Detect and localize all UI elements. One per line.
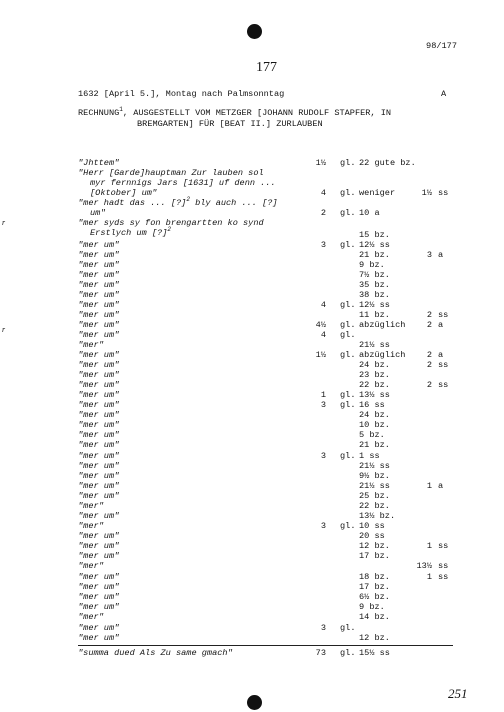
entry-c4: 2 [426,360,432,370]
title-text-pre: RECHNUNG [78,108,120,118]
entry-text: "mer um" [78,471,120,481]
binding-hole-bottom [247,695,262,710]
entry-text: "mer um" [78,330,120,340]
entry-c2: gl. [340,188,356,198]
entry-c3: 12 bz. [359,633,390,643]
entry-c5: a [438,320,444,330]
document-title [78,108,391,118]
entry-c5: ss [438,360,449,370]
entry-c5: ss [438,541,449,551]
entry-text: myr fernnigs Jars [1631] uf denn ... [90,178,276,188]
entry-c3: 21 bz. [359,440,390,450]
entry-c3: 24 bz. [359,360,390,370]
entry-text: "mer um" [78,541,120,551]
entry-c3: 6½ bz. [359,592,390,602]
entry-text: "mer um" [78,290,120,300]
entry-c2: gl. [340,330,356,340]
entry-c3: 12 bz. [359,541,390,551]
margin-mark: r [2,218,6,227]
entry-text: "mer um" [78,592,120,602]
entry-text: "mer um" [78,511,120,521]
entry-c5: a [438,481,444,491]
entry-c4: 2 [426,380,432,390]
total-rule [78,645,453,646]
document-title-line2: BREMGARTEN] FÜR [BEAT II.] ZURLAUBEN [137,119,323,129]
entry-c5: a [438,350,444,360]
entry-c2: gl. [340,400,356,410]
entry-text: "mer hadt das ... [?]$^2$ bly auch ... [?] [78,196,278,208]
entry-c4: 13½ [416,561,432,571]
entry-text: "mer um" [78,420,120,430]
entry-c1: 1½ [315,158,326,168]
entry-text: "mer um" [78,240,120,250]
entry-c1: 3 [320,400,326,410]
entry-text: "mer um" [78,430,120,440]
entry-c5: ss [438,380,449,390]
binding-hole-top [247,24,262,39]
entry-c3: 17 bz. [359,551,390,561]
total-unit: gl. [340,648,356,658]
entry-c3: 22 bz. [359,501,390,511]
entry-c3: 21½ ss [359,481,390,491]
entry-c1: 4 [320,300,326,310]
entry-c4: 2 [426,320,432,330]
entry-c5: ss [438,188,449,198]
entry-c1: 3 [320,240,326,250]
entry-text: "mer um" [78,300,120,310]
entry-c3: 9 bz. [359,602,385,612]
entry-c3: 10 a [359,208,380,218]
entry-text: "mer um" [78,440,120,450]
entry-c4: 3 [426,250,432,260]
entry-c3: 18 bz. [359,572,390,582]
entry-c1: 1 [320,390,326,400]
entry-c3: 5 bz. [359,430,385,440]
entry-text: "mer um" [78,400,120,410]
entry-text: "mer syds sy fon brengartten ko synd [78,218,264,228]
entry-c3: 16 ss [359,400,385,410]
total-amount: 15½ ss [359,648,390,658]
entry-text: "mer um" [78,451,120,461]
total-gulden: 73 [315,648,326,658]
entry-c1: 4 [320,188,326,198]
entry-c5: ss [438,572,449,582]
entry-text: "Jhttem" [78,158,120,168]
entry-c3: 21 bz. [359,250,390,260]
entry-c4: 2 [426,350,432,360]
entry-text: "mer um" [78,531,120,541]
entry-c5: a [438,250,444,260]
entry-c3: 22 bz. [359,380,390,390]
entry-c3: 9 bz. [359,260,385,270]
entry-c3: 10 ss [359,521,385,531]
document-marker: A [441,89,447,99]
entry-c2: gl. [340,320,356,330]
entry-c3: 14 bz. [359,612,390,622]
entry-c3: 35 bz. [359,280,390,290]
entry-text: "mer" [78,340,104,350]
entry-c1: 4½ [315,320,326,330]
entry-text: Erstlych um [?]$^2$ [90,226,171,238]
entry-c2: gl. [340,623,356,633]
entry-c3: 1 ss [359,451,380,461]
page-number: 177 [256,60,277,75]
entry-text: "mer um" [78,410,120,420]
entry-c3: 11 bz. [359,310,390,320]
entry-c1: 2 [320,208,326,218]
entry-text: "mer um" [78,633,120,643]
entry-c2: gl. [340,158,356,168]
entry-c3: abzüglich [359,350,406,360]
entry-text: "mer um" [78,260,120,270]
entry-text: "mer um" [78,602,120,612]
entry-c1: 3 [320,521,326,531]
entry-c3: 21½ ss [359,340,390,350]
entry-c2: gl. [340,390,356,400]
entry-c3: 24 bz. [359,410,390,420]
entry-c3: 25 bz. [359,491,390,501]
entry-text: "mer" [78,561,104,571]
entry-text: "mer um" [78,360,120,370]
entry-text: "mer um" [78,280,120,290]
entry-c2: gl. [340,300,356,310]
entry-c3: 12½ ss [359,300,390,310]
entry-text: "mer um" [78,390,120,400]
entry-c1: 4 [320,330,326,340]
entry-c4: 1 [426,572,432,582]
page-reference: 98/177 [426,41,457,51]
entry-c4: 1 [426,541,432,551]
title-text-post: , AUSGESTELLT VOM METZGER [JOHANN RUDOLF STAPFER, IN [122,108,392,118]
entry-text: "mer um" [78,461,120,471]
entry-text: "mer um" [78,310,120,320]
date-line: 1632 [April 5.], Montag nach Palmsonntag [78,89,285,99]
entry-c3: 10 bz. [359,420,390,430]
entry-c5: ss [438,561,449,571]
entry-text: "mer um" [78,250,120,260]
entry-c1: 3 [320,451,326,461]
entry-text: "mer um" [78,350,120,360]
entry-c3: 12½ ss [359,240,390,250]
entry-text: "mer um" [78,572,120,582]
footnote-ref: 1 [119,106,123,113]
entry-c4: 1½ [421,188,432,198]
entry-text: "mer um" [78,582,120,592]
entry-c3: 13½ ss [359,390,390,400]
entry-c2: gl. [340,451,356,461]
entry-text: "mer um" [78,380,120,390]
entry-c2: gl. [340,208,356,218]
entry-c2: gl. [340,350,356,360]
entry-text: um" [90,208,106,218]
entry-text: "mer" [78,501,104,511]
total-label: "summa dued Als Zu same gmach" [78,648,233,658]
entry-text: "mer um" [78,320,120,330]
entry-c3: 9½ bz. [359,471,390,481]
entry-text: "mer um" [78,370,120,380]
entry-c1: 1½ [315,350,326,360]
entry-text: [Oktober] um" [90,188,158,198]
entry-c3: 21½ ss [359,461,390,471]
entry-c2: gl. [340,521,356,531]
entry-text: "mer um" [78,623,120,633]
entry-c3: 20 ss [359,531,385,541]
handwritten-folio-mark: 251 [448,686,468,701]
entry-c1: 3 [320,623,326,633]
entry-c5: ss [438,310,449,320]
entry-c3: weniger [359,188,396,198]
entry-c3: 38 bz. [359,290,390,300]
entry-text: "mer" [78,612,104,622]
entry-c3: 15 bz. [359,230,390,240]
entry-c3: 22 gute bz. [359,158,416,168]
entry-text: "mer um" [78,551,120,561]
margin-mark: r [2,325,6,334]
entry-c4: 1 [426,481,432,491]
entry-text: "Herr [Garde]hauptman Zur lauben sol [78,168,264,178]
entry-text: "mer um" [78,270,120,280]
entry-text: "mer um" [78,481,120,491]
entry-c4: 2 [426,310,432,320]
entry-text: "mer" [78,521,104,531]
entry-c3: abzüglich [359,320,406,330]
entry-c3: 23 bz. [359,370,390,380]
entry-c3: 17 bz. [359,582,390,592]
entry-c3: 13½ bz. [359,511,396,521]
entry-c2: gl. [340,240,356,250]
entry-c3: 7½ bz. [359,270,390,280]
entry-text: "mer um" [78,491,120,501]
